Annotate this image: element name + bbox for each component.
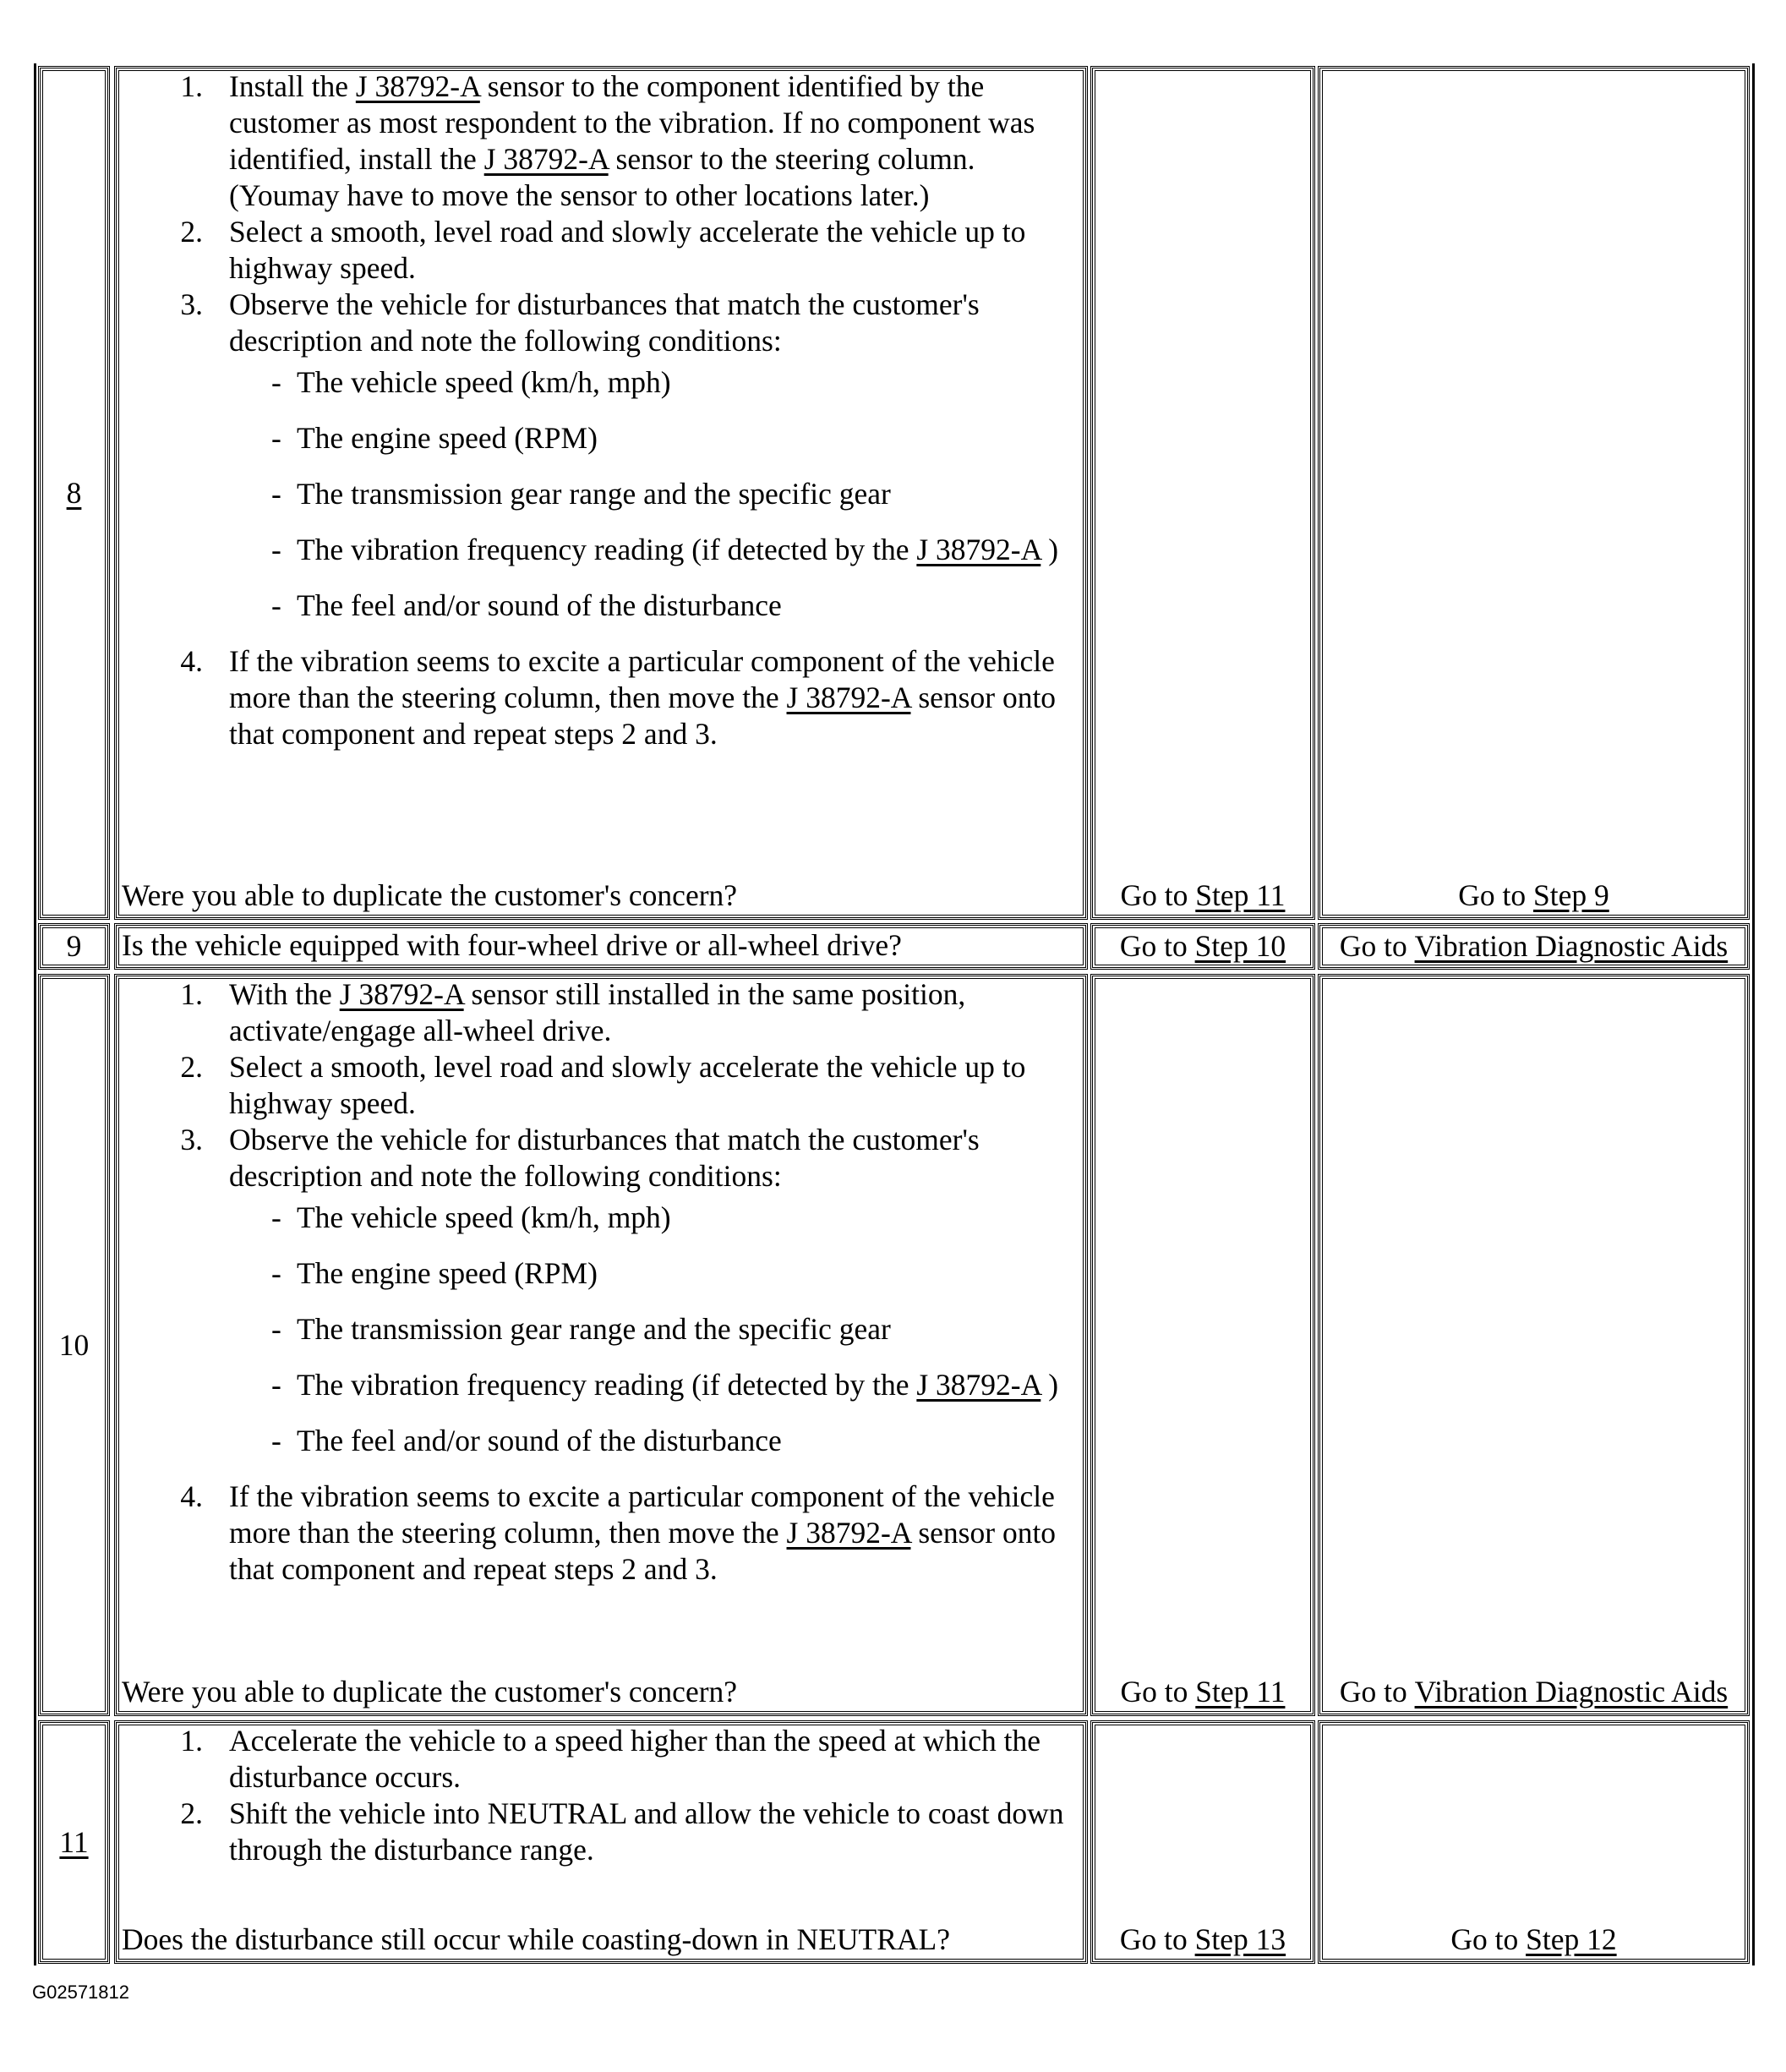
instruction-text: Select a smooth, level road and slowly accelerate the vehicle up to highway speed. [229, 215, 1026, 285]
condition-item [229, 1200, 1082, 1236]
instruction-text: If the vibration seems to excite a particular component of the vehicle more than the steering column, then move the [229, 1479, 1055, 1550]
item-number: 1. [180, 977, 203, 1011]
tool-link[interactable]: J 38792-A [786, 1516, 911, 1550]
figure-id: G02571812 [32, 1982, 129, 2003]
instruction-text: Select a smooth, level road and slowly accelerate the vehicle up to highway speed. [229, 1050, 1026, 1120]
step-9-yes-cell [1090, 923, 1315, 970]
tool-link[interactable]: J 38792-A [483, 142, 609, 176]
condition-item [229, 420, 1082, 456]
item-body [229, 1724, 1040, 1794]
step-11-no-cell [1318, 1720, 1750, 1964]
step-11-no-prefix: Go to [1450, 1922, 1527, 1956]
condition-item [229, 588, 1082, 624]
numbered-item [122, 287, 1082, 624]
tool-link[interactable]: J 38792-A [355, 69, 480, 103]
step-10-no-prefix: Go to [1339, 1675, 1415, 1708]
step-8-yes-cell [1090, 66, 1315, 920]
instruction-text: The feel and/or sound of the disturbance [297, 1424, 782, 1457]
dash-bullet-icon: - [271, 1424, 281, 1457]
step-8-number-cell [38, 66, 110, 920]
step-8-yes-prefix: Go to [1120, 878, 1196, 912]
item-body [229, 215, 1025, 285]
instruction-text: sensor to the steering column. (Youmay have to move the sensor to other locations later.) [229, 142, 975, 212]
step-9-no-cell [1318, 923, 1750, 970]
instruction-text: Observe the vehicle for disturbances that match the customer's description and note the following conditions: [229, 1123, 980, 1193]
item-number: 2. [180, 1796, 203, 1830]
step-9-action-cell [114, 923, 1088, 970]
step-10-no-link[interactable]: Vibration Diagnostic Aids [1414, 1675, 1729, 1708]
item-number: 4. [180, 644, 203, 678]
step-10-action-cell [114, 974, 1088, 1716]
item-number: 1. [180, 69, 203, 103]
tool-link[interactable]: J 38792-A [916, 533, 1041, 566]
item-body [229, 1050, 1025, 1120]
item-number: 3. [180, 287, 203, 321]
step-10-question: Were you able to duplicate the customer's concern? [122, 1675, 738, 1708]
step-11-question: Does the disturbance still occur while coasting-down in NEUTRAL? [122, 1922, 950, 1956]
numbered-item [122, 1049, 1082, 1122]
step-8-no-prefix: Go to [1458, 878, 1533, 912]
step-8-instructions [122, 68, 1082, 752]
instruction-text: sensor still installed in the same position, activate/engage all-wheel drive. [229, 977, 966, 1047]
dash-bullet-icon: - [271, 421, 281, 455]
step-11-action-cell [114, 1720, 1088, 1964]
dash-bullet-icon: - [271, 1312, 281, 1346]
item-body [229, 287, 980, 358]
numbered-item [122, 214, 1082, 287]
tool-link[interactable]: J 38792-A [339, 977, 464, 1011]
step-9-number-cell [38, 923, 110, 970]
step-9-question: Is the vehicle equipped with four-wheel drive or all-wheel drive? [122, 928, 902, 962]
step-11-number-cell [38, 1720, 110, 1964]
step-8-link[interactable]: 8 [66, 475, 82, 510]
dash-bullet-icon: - [271, 1256, 281, 1290]
item-body [229, 644, 1056, 751]
dash-bullet-icon: - [271, 533, 281, 566]
numbered-item [122, 1723, 1082, 1796]
item-body [229, 1796, 1064, 1867]
step-10-number-cell [38, 974, 110, 1716]
step-10-yes-cell [1090, 974, 1315, 1716]
instruction-text: The vehicle speed (km/h, mph) [297, 1200, 671, 1234]
step-11-no-link[interactable]: Step 12 [1526, 1922, 1617, 1956]
step-10-yes-link[interactable]: Step 11 [1195, 1675, 1286, 1708]
step-8-yes-link[interactable]: Step 11 [1195, 878, 1286, 912]
condition-item [229, 364, 1082, 401]
instruction-text: If the vibration seems to excite a particular component of the vehicle more than the steering column, then move the [229, 644, 1055, 714]
step-11-link[interactable]: 11 [59, 1824, 89, 1859]
dash-bullet-icon: - [271, 365, 281, 399]
instruction-text: The feel and/or sound of the disturbance [297, 588, 782, 622]
item-body [229, 977, 965, 1047]
step-10-yes-prefix: Go to [1120, 1675, 1196, 1708]
item-body [229, 1479, 1056, 1586]
dash-bullet-icon: - [271, 588, 281, 622]
tool-link[interactable]: J 38792-A [786, 681, 911, 714]
step-10-no-cell [1318, 974, 1750, 1716]
condition-item [229, 1311, 1082, 1348]
numbered-item [122, 1122, 1082, 1459]
numbered-item [122, 1796, 1082, 1868]
instruction-text: The transmission gear range and the specific gear [297, 477, 891, 511]
condition-list [229, 364, 1082, 624]
step-9-yes-link[interactable]: Step 10 [1194, 929, 1286, 963]
numbered-item [122, 643, 1082, 752]
numbered-item [122, 1479, 1082, 1588]
step-8-no-link[interactable]: Step 9 [1533, 878, 1609, 912]
instruction-text: The vibration frequency reading (if detected by the [297, 1368, 917, 1402]
instruction-text: Shift the vehicle into NEUTRAL and allow the vehicle to coast down through the disturbance range. [229, 1796, 1064, 1867]
numbered-list [122, 1723, 1082, 1868]
instruction-text: The transmission gear range and the specific gear [297, 1312, 891, 1346]
step-11-yes-prefix: Go to [1119, 1922, 1195, 1956]
step-9-no-prefix: Go to [1339, 929, 1415, 963]
item-number: 2. [180, 215, 203, 249]
condition-item [229, 1367, 1082, 1403]
numbered-list [122, 68, 1082, 752]
numbered-item [122, 68, 1082, 214]
step-9-no-link[interactable]: Vibration Diagnostic Aids [1414, 929, 1729, 963]
numbered-list [122, 976, 1082, 1588]
item-number: 2. [180, 1050, 203, 1084]
item-number: 1. [180, 1724, 203, 1758]
step-11-yes-cell [1090, 1720, 1315, 1964]
condition-list [229, 1200, 1082, 1459]
instruction-text: sensor to the component identified by the customer as most respondent to the vibration. If no component was identified, install the [229, 69, 1035, 176]
dash-bullet-icon: - [271, 1200, 281, 1234]
condition-item [229, 476, 1082, 512]
instruction-text: The engine speed (RPM) [297, 421, 598, 455]
step-8-no-cell [1318, 66, 1750, 920]
tool-link[interactable]: J 38792-A [916, 1368, 1041, 1402]
numbered-item [122, 976, 1082, 1049]
condition-item [229, 1423, 1082, 1459]
instruction-text: sensor onto that component and repeat steps 2 and 3. [229, 1516, 1057, 1586]
instruction-text: Accelerate the vehicle to a speed higher than the speed at which the disturbance occurs. [229, 1724, 1041, 1794]
item-number: 3. [180, 1123, 203, 1156]
instruction-text: Observe the vehicle for disturbances that match the customer's description and note the following conditions: [229, 287, 980, 358]
step-10-number: 10 [58, 1327, 90, 1362]
instruction-text: ) [1040, 533, 1059, 566]
dash-bullet-icon: - [271, 477, 281, 511]
condition-item [229, 1255, 1082, 1292]
step-9-number: 9 [66, 929, 82, 963]
dash-bullet-icon: - [271, 1368, 281, 1402]
item-body [229, 69, 1035, 212]
step-11-instructions [122, 1723, 1082, 1868]
step-10-instructions [122, 976, 1082, 1588]
step-11-yes-link[interactable]: Step 13 [1194, 1922, 1286, 1956]
step-9-yes-prefix: Go to [1119, 929, 1195, 963]
instruction-text: ) [1040, 1368, 1059, 1402]
instruction-text: sensor onto that component and repeat steps 2 and 3. [229, 681, 1057, 751]
condition-item [229, 532, 1082, 568]
instruction-text: With the [229, 977, 340, 1011]
instruction-text: The vehicle speed (km/h, mph) [297, 365, 671, 399]
step-8-question: Were you able to duplicate the customer's concern? [122, 878, 738, 912]
item-body [229, 1123, 980, 1193]
item-number: 4. [180, 1479, 203, 1513]
instruction-text: The engine speed (RPM) [297, 1256, 598, 1290]
instruction-text: Install the [229, 69, 356, 103]
instruction-text: The vibration frequency reading (if detected by the [297, 533, 917, 566]
step-8-action-cell [114, 66, 1088, 920]
